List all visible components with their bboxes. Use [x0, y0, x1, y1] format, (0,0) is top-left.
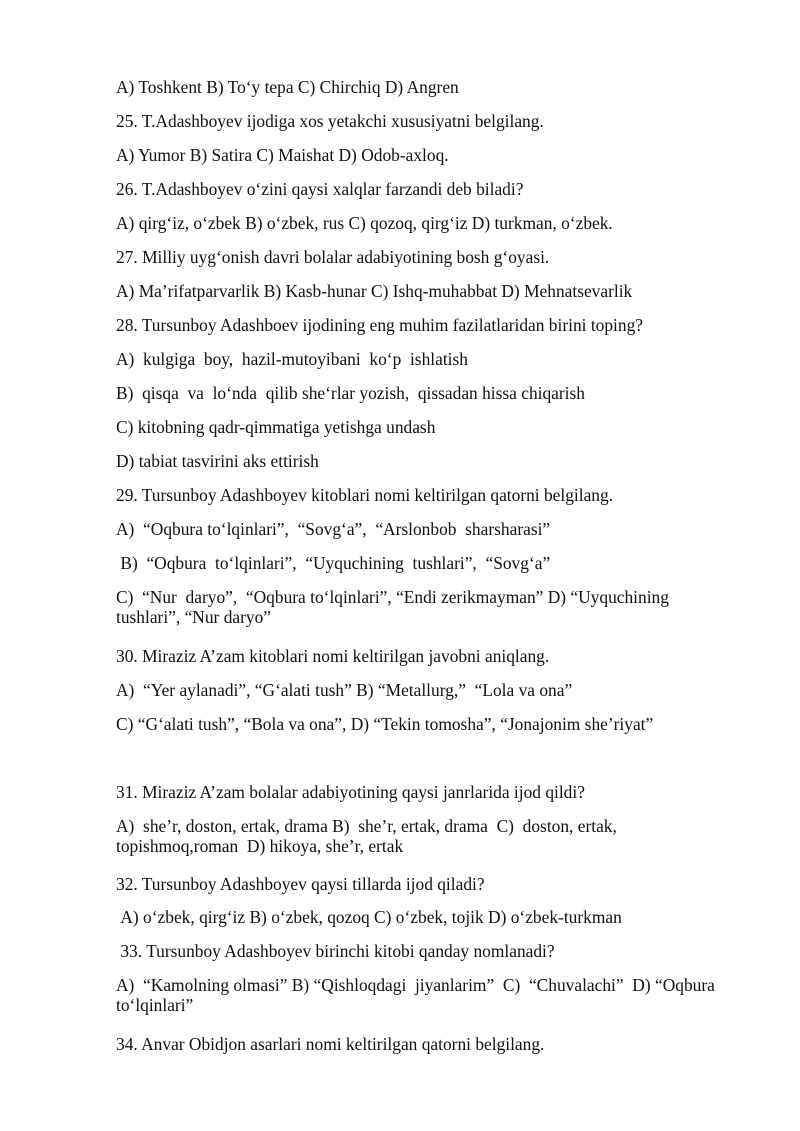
answer-option-q28-b: B) qisqa va lo‘nda qilib she‘rlar yozish, qissadan hissa chiqarish — [116, 383, 585, 403]
answer-options-q31: A) she’r, doston, ertak, drama B) she’r, ertak, drama C) doston, ertak, topishmoq,roman D) hikoya, she’r, ertak — [116, 816, 622, 856]
question-25: 25. T.Adashboyev ijodiga xos yetakchi xususiyatni belgilang. — [116, 111, 544, 131]
question-34: 34. Anvar Obidjon asarlari nomi keltirilgan qatorni belgilang. — [116, 1034, 545, 1054]
question-33: 33. Tursunboy Adashboyev birinchi kitobi qanday nomlanadi? — [116, 941, 555, 961]
answer-options-q25: A) Yumor B) Satira C) Maishat D) Odob-axloq. — [116, 145, 449, 165]
answer-option-q28-a: A) kulgiga boy, hazil-mutoyibani ko‘p ishlatish — [116, 349, 468, 369]
question-29: 29. Tursunboy Adashboyev kitoblari nomi keltirilgan qatorni belgilang. — [116, 485, 614, 505]
question-28: 28. Tursunboy Adashboev ijodining eng muhim fazilatlaridan birini toping? — [116, 315, 643, 335]
answer-options-q32: A) o‘zbek, qirg‘iz B) o‘zbek, qozoq C) o‘zbek, tojik D) o‘zbek-turkman — [116, 907, 622, 927]
question-31: 31. Miraziz A’zam bolalar adabiyotining qaysi janrlarida ijod qildi? — [116, 782, 585, 802]
answer-option-q28-c: C) kitobning qadr-qimmatiga yetishga undash — [116, 417, 436, 437]
question-26: 26. T.Adashboyev o‘zini qaysi xalqlar farzandi deb biladi? — [116, 179, 524, 199]
answer-options-q26: A) qirg‘iz, o‘zbek B) o‘zbek, rus C) qozoq, qirg‘iz D) turkman, o‘zbek. — [116, 213, 613, 233]
answer-options-q33: A) “Kamolning olmasi” B) “Qishloqdagi jiyanlarim” C) “Chuvalachi” D) “Oqbura to‘lqinlari” — [116, 975, 724, 1015]
answer-option-q29-a: A) “Oqbura to‘lqinlari”, “Sovg‘a”, “Arslonbob sharsharasi” — [116, 519, 551, 539]
question-27: 27. Milliy uyg‘onish davri bolalar adabiyotining bosh g‘oyasi. — [116, 247, 550, 267]
answer-option-q30-cd: C) “G‘alati tush”, “Bola va ona”, D) “Tekin tomosha”, “Jonajonim she’riyat” — [116, 714, 654, 734]
answer-option-q28-d: D) tabiat tasvirini aks ettirish — [116, 451, 319, 471]
question-32: 32. Tursunboy Adashboyev qaysi tillarda ijod qiladi? — [116, 874, 485, 894]
answer-options-q27: A) Ma’rifatparvarlik B) Kasb-hunar C) Ishq-muhabbat D) Mehnatsevarlik — [116, 281, 633, 301]
answer-option-q30-ab: A) “Yer aylanadi”, “G‘alati tush” B) “Metallurg,” “Lola va ona” — [116, 680, 573, 700]
answer-option-q29-b: B) “Oqbura to‘lqinlari”, “Uyquchining tushlari”, “Sovg‘a” — [116, 553, 551, 573]
question-30: 30. Miraziz A’zam kitoblari nomi keltirilgan javobni aniqlang. — [116, 646, 550, 666]
answer-options-q24: A) Toshkent B) To‘y tepa C) Chirchiq D) Angren — [116, 77, 459, 97]
answer-option-q29-cd: C) “Nur daryo”, “Oqbura to‘lqinlari”, “Endi zerikmayman” D) “Uyquchining tushlari”, “Nur daryo” — [116, 587, 674, 627]
